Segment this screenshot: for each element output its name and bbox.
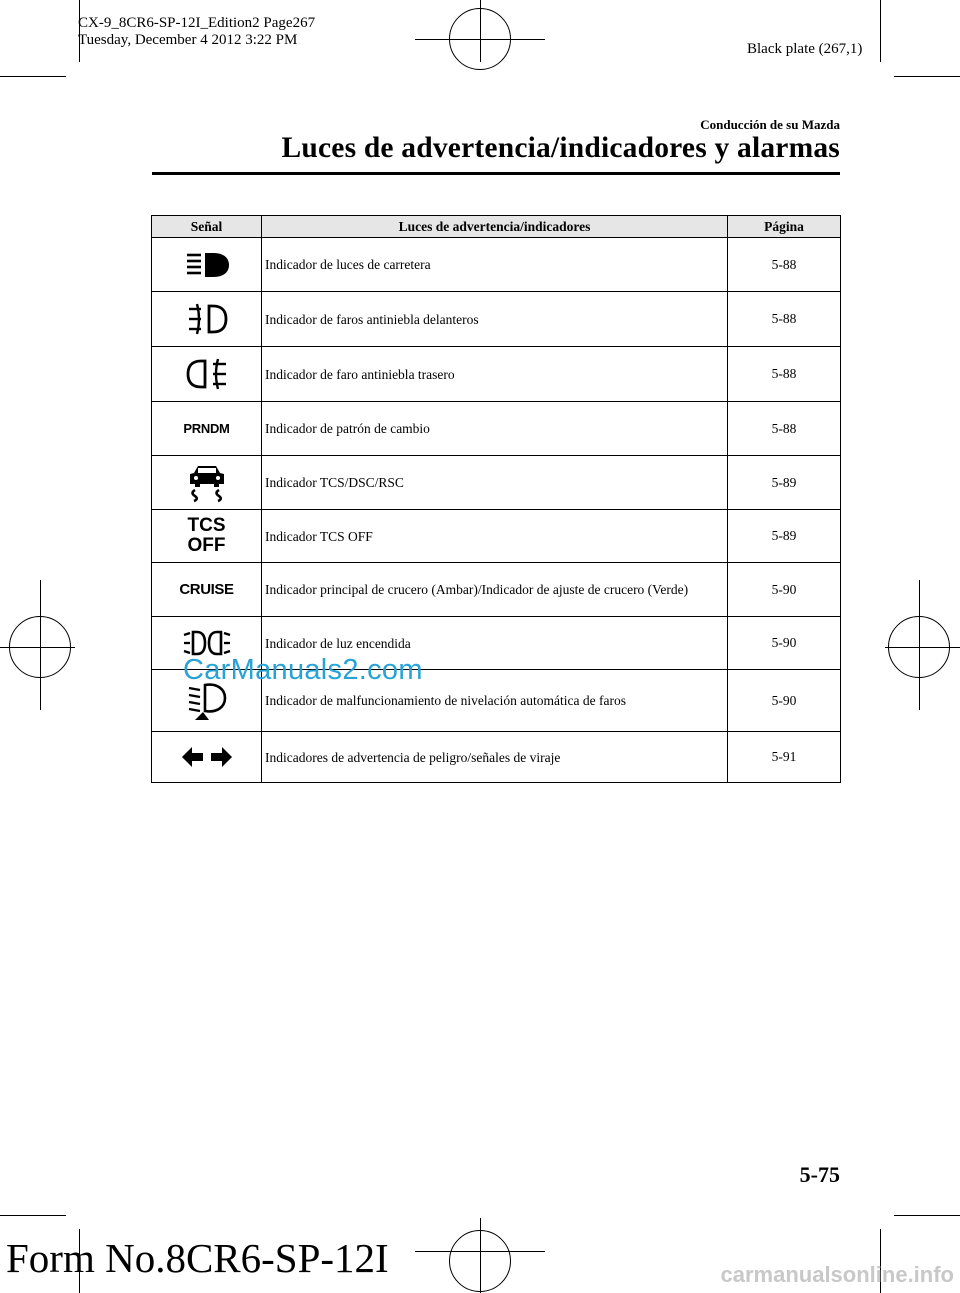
- page-cell: 5-89: [728, 456, 841, 510]
- description-cell: Indicador de luces de carretera: [262, 238, 728, 292]
- cruise-icon: CRUISE: [179, 581, 234, 598]
- page-cell: 5-88: [728, 292, 841, 347]
- footer-site-watermark: carmanualsonline.info: [720, 1262, 954, 1287]
- signal-cell: [152, 347, 262, 402]
- description-cell: Indicador de malfuncionamiento de nivelación automática de faros: [262, 670, 728, 732]
- table-row: [152, 347, 841, 402]
- turn-signal-arrows-icon: [152, 744, 261, 770]
- signal-cell: [152, 402, 262, 456]
- page-cell: 5-88: [728, 402, 841, 456]
- title-rule: [152, 172, 840, 175]
- page-cell: 5-90: [728, 617, 841, 670]
- table-row: [152, 402, 841, 456]
- signal-cell: [152, 510, 262, 563]
- description-cell: Indicador de faro antiniebla trasero: [262, 347, 728, 402]
- signal-cell: [152, 732, 262, 783]
- signal-cell: [152, 563, 262, 617]
- signal-cell: [152, 238, 262, 292]
- table-row: [152, 456, 841, 510]
- description-cell: Indicador principal de crucero (Ambar)/Indicador de ajuste de crucero (Verde): [262, 563, 728, 617]
- crop-mark: [894, 1215, 960, 1216]
- table-row: [152, 238, 841, 292]
- tcs-off-icon: [188, 516, 226, 556]
- page-cell: 5-89: [728, 510, 841, 563]
- crop-mark: [480, 1218, 481, 1293]
- crop-mark: [40, 580, 41, 710]
- page-cell: 5-88: [728, 238, 841, 292]
- table-header-row: [152, 216, 841, 238]
- warning-lights-table: [151, 215, 841, 783]
- file-info-line-1: CX-9_8CR6-SP-12I_Edition2 Page267: [78, 15, 316, 31]
- front-fog-light-icon: [152, 300, 261, 338]
- prndm-icon: PRNDM: [183, 420, 230, 436]
- description-cell: Indicador de faros antiniebla delanteros: [262, 292, 728, 347]
- column-header-signal: Señal: [152, 216, 262, 238]
- crop-mark: [0, 1215, 66, 1216]
- form-number: Form No.8CR6-SP-12I: [6, 1235, 389, 1281]
- description-cell: Indicador de patrón de cambio: [262, 402, 728, 456]
- page-number: 5-75: [799, 1162, 840, 1187]
- high-beam-icon: [152, 250, 261, 280]
- plate-label: Black plate (267,1): [747, 41, 863, 57]
- crop-mark: [880, 0, 881, 62]
- page-cell: 5-91: [728, 732, 841, 783]
- tcs-off-icon-text-1: TCS: [187, 515, 226, 536]
- watermark-logo: CarManuals2.com: [183, 654, 423, 686]
- rear-fog-light-icon: [152, 355, 261, 393]
- page-cell: 5-90: [728, 563, 841, 617]
- crop-mark: [885, 647, 960, 648]
- description-cell: Indicador de luz encendida: [262, 617, 728, 670]
- crop-mark: [0, 647, 75, 648]
- description-cell: Indicador TCS OFF: [262, 510, 728, 563]
- column-header-page: Página: [728, 216, 841, 238]
- page-cell: 5-88: [728, 347, 841, 402]
- signal-cell: [152, 456, 262, 510]
- table-row: [152, 732, 841, 783]
- table-row: [152, 563, 841, 617]
- description-cell: Indicador TCS/DSC/RSC: [262, 456, 728, 510]
- crop-mark: [0, 76, 66, 77]
- page-cell: 5-90: [728, 670, 841, 732]
- section-subtitle: Conducción de su Mazda: [700, 117, 840, 132]
- crop-mark: [480, 0, 481, 62]
- description-cell: Indicadores de advertencia de peligro/señales de viraje: [262, 732, 728, 783]
- crop-mark: [894, 76, 960, 77]
- signal-cell: [152, 292, 262, 347]
- tcs-off-icon-text-2: OFF: [187, 535, 226, 556]
- file-info-line-2: Tuesday, December 4 2012 3:22 PM: [78, 32, 298, 48]
- crop-mark: [919, 580, 920, 710]
- skidding-car-icon: [152, 463, 261, 503]
- column-header-lights: Luces de advertencia/indicadores: [262, 216, 728, 238]
- table-row: [152, 510, 841, 563]
- page-title: Luces de advertencia/indicadores y alarmas: [281, 132, 840, 164]
- table-row: [152, 292, 841, 347]
